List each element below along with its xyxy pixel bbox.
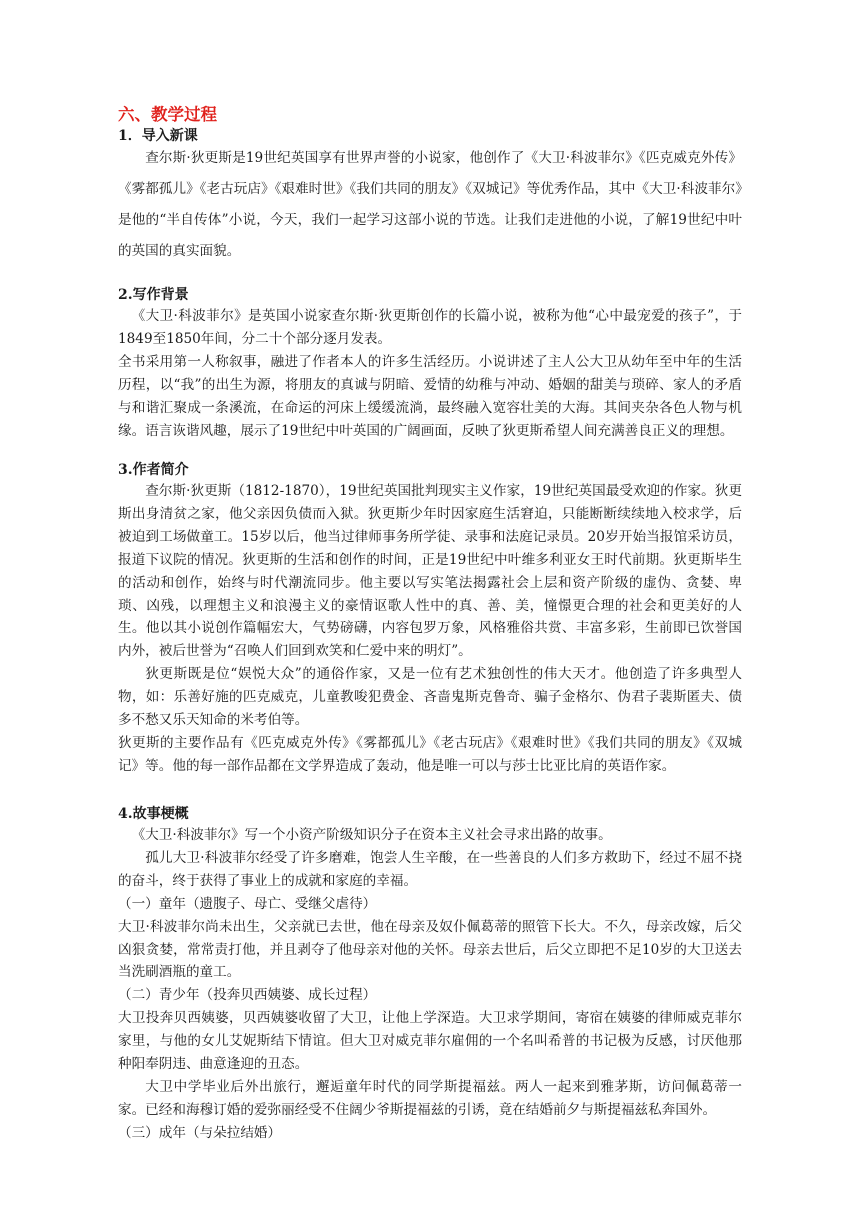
section-heading: 2.写作背景 (118, 287, 189, 303)
paragraph: 狄更斯既是位“娱悦大众”的通俗作家，又是一位有艺术独创性的伟大天才。他创造了许多典型人物，如：乐善好施的匹克威克，儿童教唆犯费金、吝啬鬼斯克鲁奇、骗子金格尔、伪君子裴斯匿夫、债多不愁又乐天知命的米考伯等。 (118, 666, 742, 729)
subheading: （三）成年（与朵拉结婚） (118, 1124, 282, 1141)
paragraph: 《大卫·科波菲尔》是英国小说家查尔斯·狄更斯创作的长篇小说，被称为他“心中最宠爱的孩子”，于1849至1850年间，分二十个部分逐月发表。 (118, 308, 742, 347)
section-background (118, 285, 742, 442)
section-author (118, 460, 742, 778)
paragraph: 查尔斯·狄更斯（1812-1870），19世纪英国批判现实主义作家，19世纪英国最受欢迎的作家。狄更斯出身清贫之家，他父亲因负债而入狱。狄更斯少年时因家庭生活窘迫，只能断断续续地入校求学，后被迫到工场做童工。15岁以后，他当过律师事务所学徒、录事和法庭记录员。20岁开始当报馆采访员，报道下议院的情况。狄更斯的生活和创作的时间，正是19世纪中叶维多利亚女王时代前期。狄更斯毕生的活动和创作，始终与时代潮流同步。他主要以写实笔法揭露社会上层和资产阶级的虚伪、贪婪、卑琐、凶残，以理想主义和浪漫主义的豪情讴歌人性中的真、善、美，憧憬更合理的社会和更美好的人生。他以其小说创作篇幅宏大，气势磅礴，内容包罗万象，风格雅俗共赏、丰富多彩，生前即已饮誉国内外，被后世誉为“召唤人们回到欢笑和仁爱中来的明灯”。 (118, 483, 742, 660)
section-heading: 1．导入新课 (118, 128, 198, 144)
section-intro (118, 126, 742, 267)
section-heading: 4.故事梗概 (118, 806, 189, 822)
paragraph: 大卫投奔贝西姨婆，贝西姨婆收留了大卫，让他上学深造。大卫求学期间，寄宿在姨婆的律师威克菲尔家里，与他的女儿艾妮斯结下情谊。但大卫对威克菲尔雇佣的一个名叫希普的书记极为反感，讨厌他那种阳奉阴违、曲意逢迎的丑态。 (118, 1010, 742, 1073)
paragraph: 大卫中学毕业后外出旅行，邂逅童年时代的同学斯提福兹。两人一起来到雅茅斯，访问佩葛蒂一家。已经和海穆订婚的爱弥丽经受不住阔少爷斯提福兹的引诱，竟在结婚前夕与斯提福兹私奔国外。 (118, 1078, 742, 1118)
section-heading: 3.作者简介 (118, 462, 189, 478)
subheading: （一）童年（遗腹子、母亡、受继父虐待） (118, 895, 377, 912)
paragraph: 大卫·科波菲尔尚未出生，父亲就已去世，他在母亲及奴仆佩葛蒂的照管下长大。不久，母亲改嫁，后父凶狠贪婪，常常责打他，并且剥夺了他母亲对他的关怀。母亲去世后，后父立即把不足10岁的大卫送去当洗刷酒瓶的童工。 (118, 918, 742, 981)
page-title: 六、教学过程 (118, 105, 217, 124)
document-page (118, 104, 742, 1141)
section-synopsis (118, 804, 742, 1145)
paragraph: 狄更斯的主要作品有《匹克威克外传》《雾都孤儿》《老古玩店》《艰难时世》《我们共同的朋友》《双城记》等。他的每一部作品都在文学界造成了轰动，他是唯一可以与莎士比亚比肩的英语作家。 (118, 734, 742, 774)
subheading: （二）青少年（投奔贝西姨婆、成长过程） (118, 987, 377, 1004)
paragraph: 《大卫·科波菲尔》写一个小资产阶级知识分子在资本主义社会寻求出路的故事。 (131, 827, 612, 843)
paragraph: 查尔斯·狄更斯是19世纪英国享有世界声誉的小说家，他创作了《大卫·科波菲尔》《匹克威克外传》《雾都孤儿》《老古玩店》《艰难时世》《我们共同的朋友》《双城记》等优秀作品，其中《大卫·科波菲尔》是他的“半自传体”小说，今天，我们一起学习这部小说的节选。让我们走进他的小说，了解19世纪中叶的英国的真实面貌。 (118, 150, 742, 259)
paragraph: 孤儿大卫·科波菲尔经受了许多磨难，饱尝人生辛酸，在一些善良的人们多方救助下，经过不屈不挠的奋斗，终于获得了事业上的成就和家庭的幸福。 (118, 849, 742, 889)
paragraph: 全书采用第一人称叙事，融进了作者本人的许多生活经历。小说讲述了主人公大卫从幼年至中年的生活历程，以“我”的出生为源，将朋友的真诚与阴暗、爱情的幼稚与冲动、婚姻的甜美与琐碎、家人的矛盾与和谐汇聚成一条溪流，在命运的河床上缓缓流淌，最终融入宽容壮美的大海。其间夹杂各色人物与机缘。语言诙谐风趣，展示了19世纪中叶英国的广阔画面，反映了狄更斯希望人间充满善良正义的理想。 (118, 353, 742, 439)
